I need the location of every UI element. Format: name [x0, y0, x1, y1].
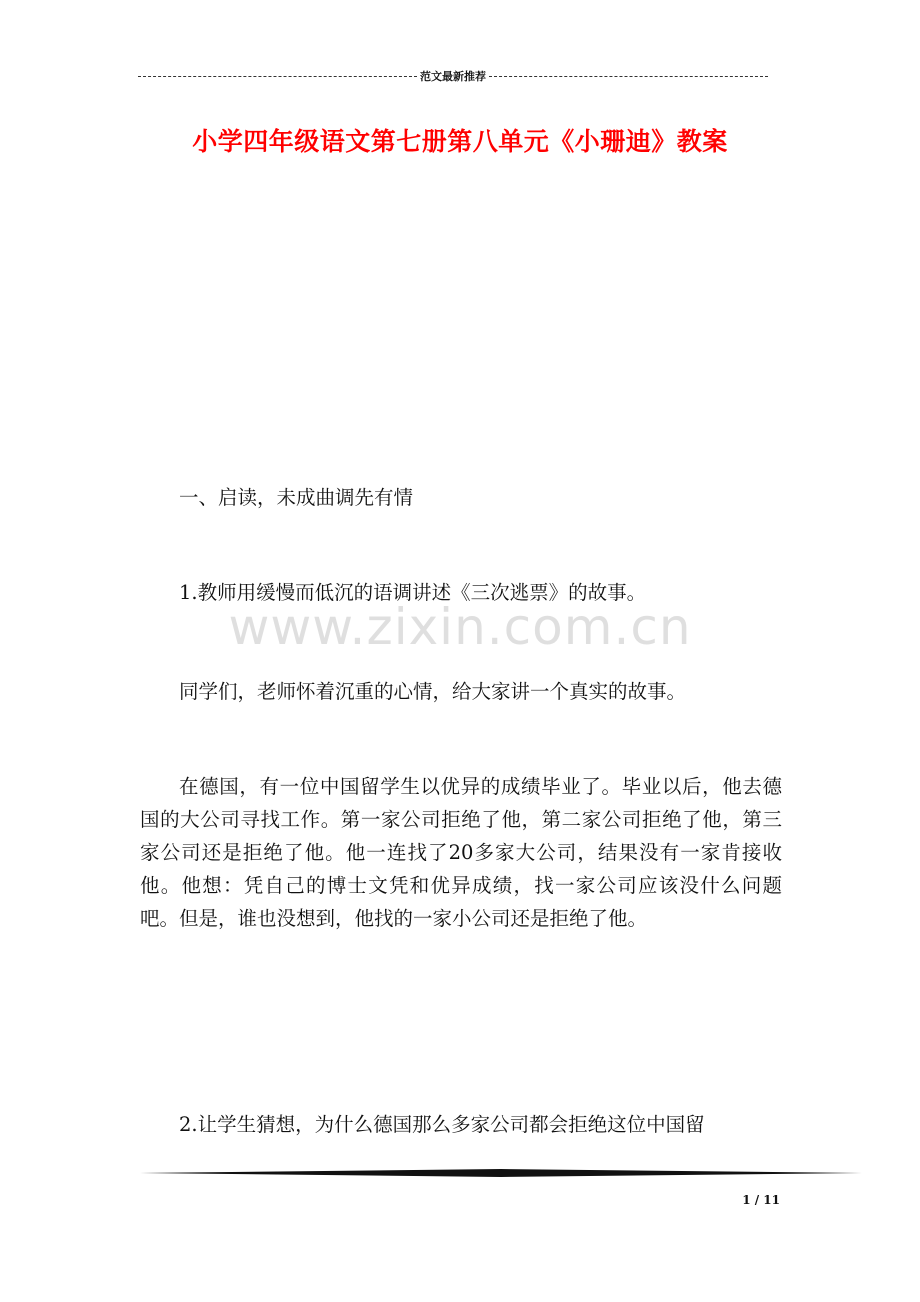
paragraph-3: 同学们，老师怀着沉重的心情，给大家讲一个真实的故事。	[179, 680, 687, 703]
page-number: 1 / 11	[742, 1193, 780, 1207]
watermark: www.zixin.com.cn	[228, 598, 692, 656]
page-header	[138, 68, 768, 84]
footer-divider	[140, 1168, 862, 1178]
paragraph-1: 一、启读，未成曲调先有情	[179, 486, 414, 509]
paragraph-5: 2.让学生猜想，为什么德国那么多家公司都会拒绝这位中国留	[179, 1113, 705, 1136]
document-title: 小学四年级语文第七册第八单元《小珊迪》教案	[192, 127, 728, 156]
header-label: 范文最新推荐	[420, 70, 486, 83]
header-dash-right	[489, 76, 768, 77]
paragraph-2: 1.教师用缓慢而低沉的语调讲述《三次逃票》的故事。	[179, 581, 647, 604]
header-dash-left	[138, 76, 417, 77]
paragraph-4: 在德国，有一位中国留学生以优异的成绩毕业了。毕业以后，他去德国的大公司寻找工作。第一家公司拒绝了他，第二家公司拒绝了他，第三家公司还是拒绝了他。他一连找了20多家大公司，结果没有一家肯接收他。他想：凭自己的博士文凭和优异成绩，找一家公司应该没什么问题吧。但是，谁也没想到，他找的一家小公司还是拒绝了他。	[140, 775, 782, 930]
